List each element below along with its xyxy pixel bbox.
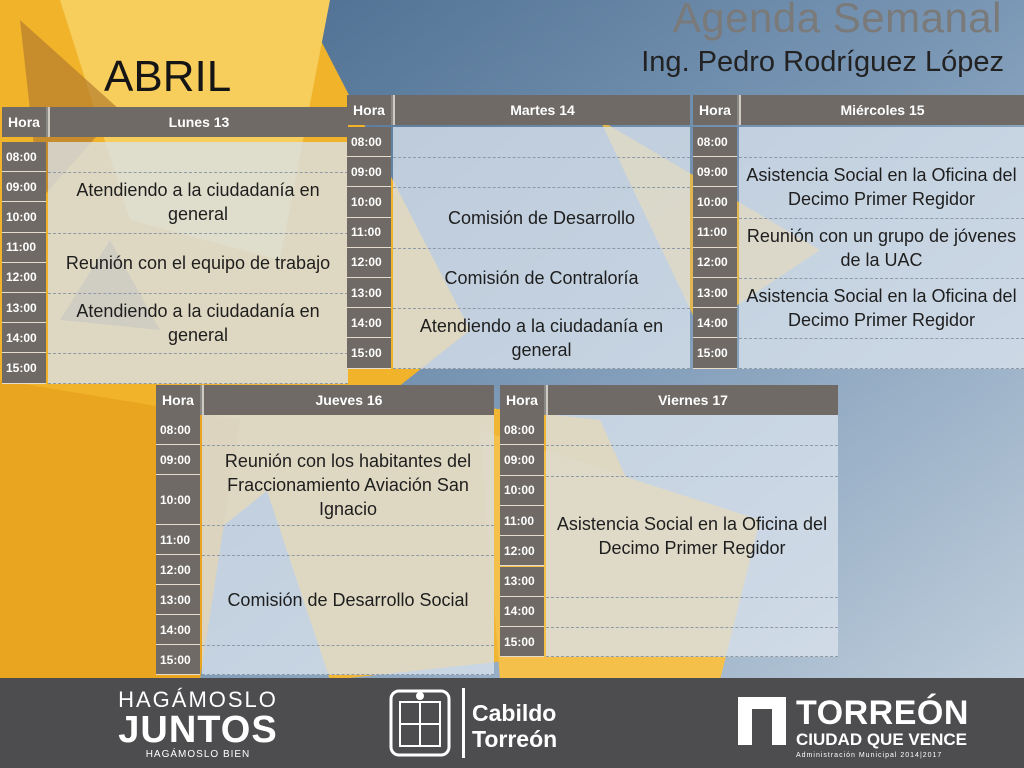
day-body (739, 127, 1024, 369)
row-separator (393, 157, 690, 158)
event-entry: Comisión de Contraloría (444, 267, 639, 288)
hour-cell: 08:00 (2, 142, 46, 172)
event-entry: Atendiendo a la ciudadanía en general (419, 316, 664, 361)
logo-top-text: HAGÁMOSLO (118, 687, 278, 712)
logo-main-text: JUNTOS (118, 709, 278, 751)
hour-cell: 08:00 (347, 127, 391, 157)
event-entry: Comisión de Desarrollo (447, 207, 636, 228)
row-separator (546, 597, 838, 598)
row-separator (202, 525, 494, 526)
schedule-table (2, 107, 348, 384)
coat-of-arms-icon (388, 688, 452, 758)
torreon-sub-text: CIUDAD QUE VENCE (796, 730, 967, 749)
day-body (202, 415, 494, 675)
hour-cell: 14:00 (693, 308, 737, 338)
hora-header: Hora (500, 385, 546, 415)
hour-cell: 12:00 (156, 555, 200, 585)
hour-cell: 15:00 (347, 338, 391, 368)
hour-cell: 14:00 (347, 308, 391, 338)
hour-cell: 09:00 (500, 445, 544, 475)
schedule-table (156, 385, 494, 675)
hour-cell: 15:00 (500, 627, 544, 657)
hour-cell: 12:00 (347, 248, 391, 278)
hour-cell: 09:00 (347, 157, 391, 187)
torreon-tower-icon (738, 697, 786, 745)
hour-cell: 09:00 (156, 445, 200, 475)
event-entry: Reunión con un grupo de jóvenes de la UAC (746, 225, 1017, 270)
torreon-main-text: TORREÓN (796, 694, 969, 732)
day-header: Viernes 17 (546, 385, 838, 415)
event-entry: Asistencia Social en la Oficina del Decimo Primer Regidor (746, 165, 1017, 210)
hour-cell: 14:00 (2, 323, 46, 353)
hagamoslo-juntos-logo (118, 688, 278, 758)
row-separator (202, 645, 494, 646)
hour-cell: 10:00 (693, 187, 737, 217)
hour-cell: 09:00 (2, 172, 46, 202)
row-separator (48, 353, 348, 354)
row-separator (546, 627, 838, 628)
day-header: Martes 14 (393, 95, 690, 125)
day-body (546, 415, 838, 657)
hour-cell: 10:00 (500, 476, 544, 506)
hour-cell: 13:00 (500, 567, 544, 597)
month-label: ABRIL (104, 52, 232, 101)
event-entry: Asistencia Social en la Oficina del Decimo Primer Regidor (746, 286, 1017, 331)
hora-header: Hora (693, 95, 739, 125)
row-separator (739, 338, 1024, 339)
hour-cell: 13:00 (156, 585, 200, 615)
event-entry: Atendiendo a la ciudadanía en general (76, 180, 320, 225)
row-separator (546, 656, 838, 657)
hora-header: Hora (156, 385, 202, 415)
hour-cell: 14:00 (500, 597, 544, 627)
hour-cell: 13:00 (347, 278, 391, 308)
row-separator (48, 383, 348, 384)
hour-cell: 13:00 (2, 293, 46, 323)
hour-cell: 12:00 (500, 536, 544, 566)
hora-header: Hora (2, 107, 48, 137)
hour-cell: 08:00 (693, 127, 737, 157)
hour-cell: 11:00 (156, 525, 200, 555)
day-header: Lunes 13 (48, 107, 348, 137)
hour-cell: 13:00 (693, 278, 737, 308)
torreon-admin-text: Administración Municipal 2014|2017 (796, 752, 943, 759)
footer-divider (462, 688, 465, 758)
row-separator (739, 368, 1024, 369)
hour-cell: 10:00 (347, 187, 391, 217)
schedule-table (500, 385, 838, 657)
cabildo-line1: Cabildo (472, 700, 557, 726)
schedule-table (693, 95, 1024, 369)
hour-cell: 08:00 (156, 415, 200, 445)
hour-cell: 15:00 (156, 645, 200, 675)
hour-cell: 12:00 (2, 263, 46, 293)
cabildo-line2: Torreón (472, 726, 558, 752)
hour-cell: 11:00 (2, 233, 46, 263)
day-header: Miércoles 15 (739, 95, 1024, 125)
hour-cell: 11:00 (693, 218, 737, 248)
day-body (48, 142, 348, 384)
hour-cell: 11:00 (347, 218, 391, 248)
logo-bottom-text: HAGÁMOSLO BIEN (145, 749, 251, 760)
event-entry: Asistencia Social en la Oficina del Decimo Primer Regidor (556, 514, 828, 559)
hour-cell: 10:00 (2, 202, 46, 232)
hour-cell: 15:00 (693, 338, 737, 368)
page-subtitle: Ing. Pedro Rodríguez López (641, 46, 1004, 78)
day-header: Jueves 16 (202, 385, 494, 415)
event-entry: Atendiendo a la ciudadanía en general (76, 301, 320, 346)
cabildo-logo (472, 700, 557, 752)
hora-header: Hora (347, 95, 393, 125)
hour-cell: 14:00 (156, 615, 200, 645)
schedule-table (347, 95, 690, 369)
row-separator (546, 445, 838, 446)
hour-cell: 10:00 (156, 475, 200, 525)
row-separator (202, 674, 494, 675)
page-title: Agenda Semanal (672, 0, 1002, 41)
hour-cell: 09:00 (693, 157, 737, 187)
day-body (393, 127, 690, 369)
torreon-logo (796, 695, 969, 763)
event-entry: Reunión con el equipo de trabajo (65, 252, 331, 273)
event-entry: Comisión de Desarrollo Social (227, 590, 469, 610)
event-entry: Reunión con los habitantes del Fraccionamiento Aviación San Ignacio (224, 451, 472, 519)
hour-cell: 15:00 (2, 353, 46, 383)
hour-cell: 11:00 (500, 506, 544, 536)
hour-cell: 08:00 (500, 415, 544, 445)
hour-cell: 12:00 (693, 248, 737, 278)
